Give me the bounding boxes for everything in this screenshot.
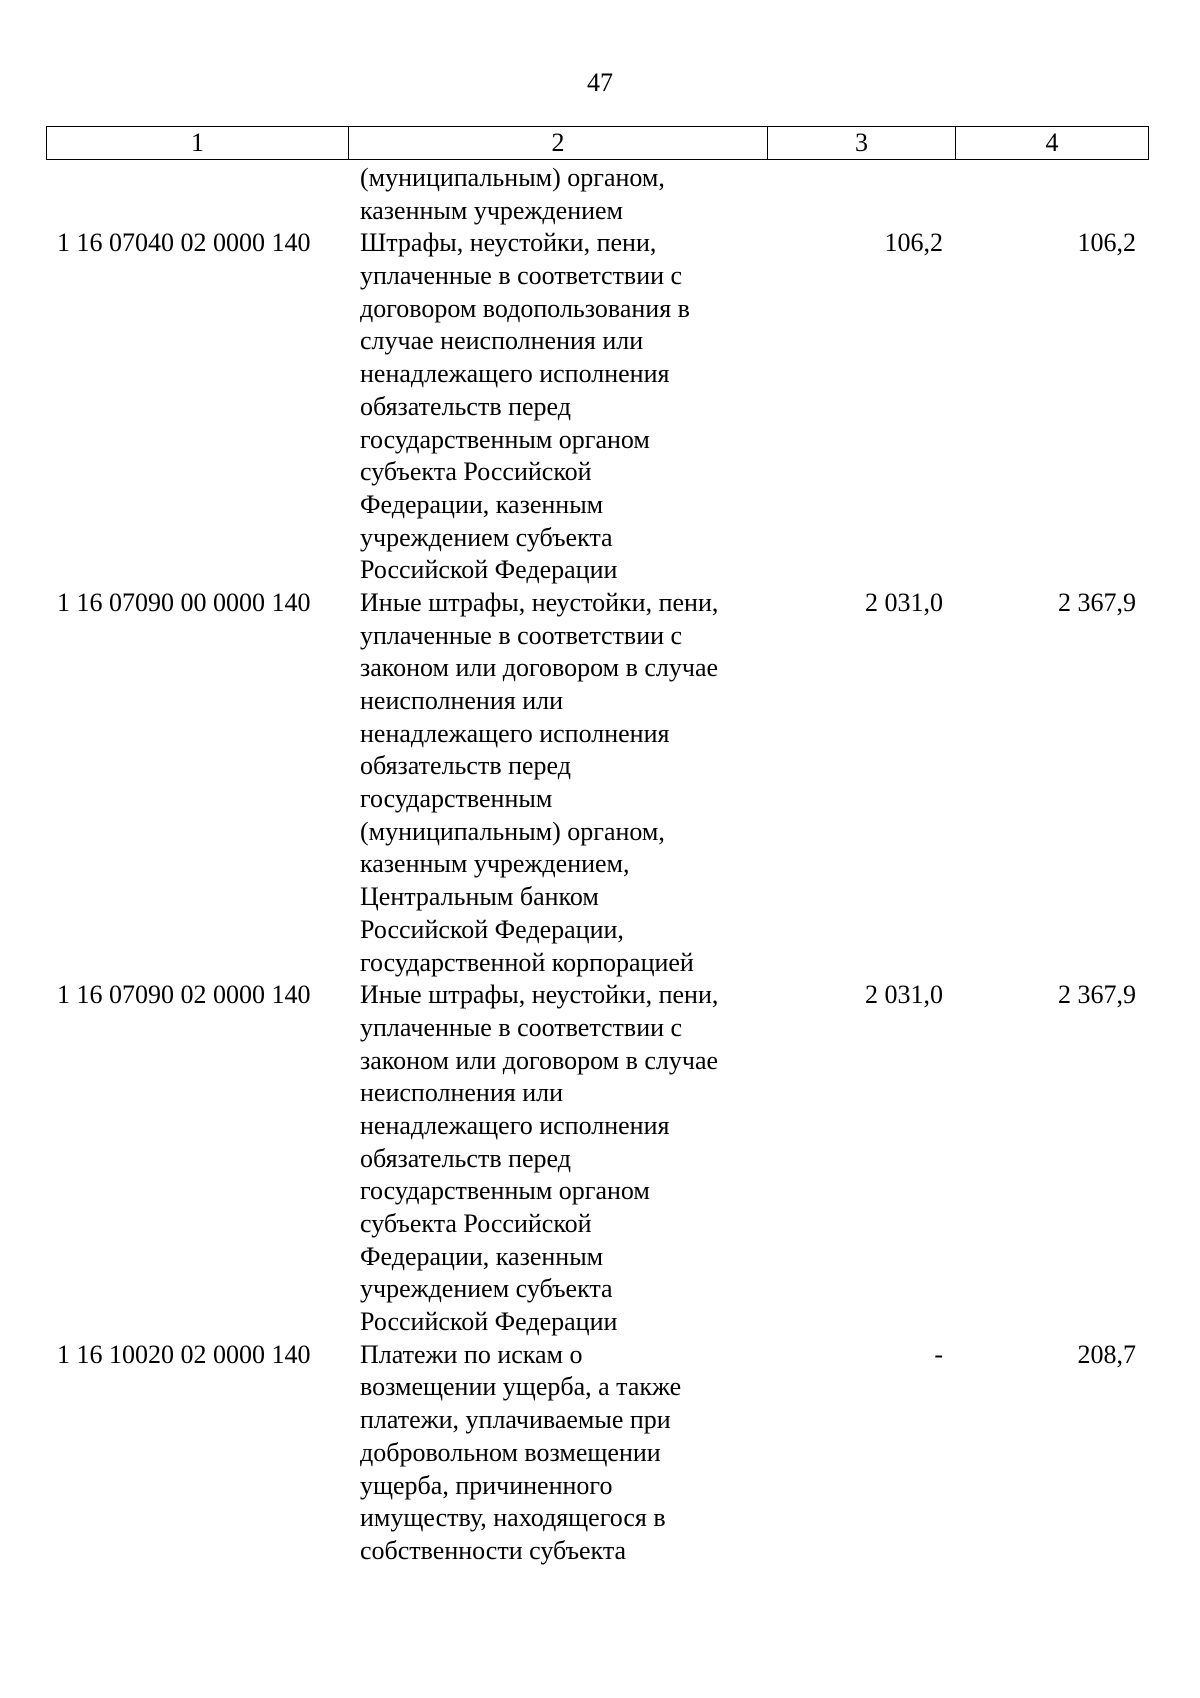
- description-text: Российской Федерации: [360, 555, 618, 585]
- description-text: субъекта Российской: [360, 1209, 592, 1238]
- description-text: платежи, уплачиваемые при: [360, 1405, 671, 1435]
- description-text: (муниципальным) органом,: [360, 163, 665, 192]
- budget-code: 1 16 07040 02 0000 140: [57, 228, 311, 258]
- description-text: Федерации, казенным: [360, 1241, 604, 1271]
- description-text: государственной корпорацией: [360, 947, 694, 977]
- description-text: уплаченные в соответствии с: [360, 1012, 683, 1042]
- description-text: неисполнения или: [360, 686, 563, 715]
- description-text: ненадлежащего исполнения: [360, 359, 670, 389]
- description-text: уплаченные в соответствии с: [360, 261, 683, 291]
- description-line: [0, 1175, 1200, 1208]
- description-text: государственным органом: [360, 1176, 650, 1206]
- description-line: [0, 1110, 1200, 1143]
- description-line: [0, 750, 1200, 783]
- description-text: имуществу, находящегося в: [360, 1503, 666, 1533]
- description-text: учреждением субъекта: [360, 1274, 613, 1304]
- description-text: казенным учреждением: [360, 195, 624, 225]
- description-text: Иные штрафы, неустойки, пени,: [360, 587, 719, 617]
- description-text: учреждением субъекта: [360, 522, 613, 552]
- description-line: [0, 1437, 1200, 1470]
- description-text: ущерба, причиненного: [360, 1470, 613, 1500]
- description-line: [0, 1012, 1200, 1045]
- description-text: возмещении ущерба, а также: [360, 1372, 682, 1402]
- description-text: Федерации, казенным: [360, 489, 604, 519]
- description-line: [0, 848, 1200, 881]
- description-text: государственным: [360, 784, 553, 814]
- description-line: [0, 391, 1200, 424]
- budget-code: 1 16 07090 00 0000 140: [57, 587, 311, 617]
- description-line: [0, 1404, 1200, 1437]
- table-header: [46, 126, 1149, 160]
- description-text: уплаченные в соответствии с: [360, 620, 683, 650]
- value-col-4: 2 367,9: [1058, 980, 1136, 1010]
- description-line: [0, 1306, 1200, 1339]
- description-text: казенным учреждением,: [360, 849, 630, 879]
- description-line: [0, 1208, 1200, 1241]
- description-text: субъекта Российской: [360, 457, 592, 487]
- table-row: [0, 1339, 1200, 1372]
- description-line: [0, 783, 1200, 816]
- description-line: [0, 947, 1200, 980]
- description-text: государственным органом: [360, 424, 650, 454]
- description-text: законом или договором в случае: [360, 653, 719, 683]
- description-text: (муниципальным) органом,: [360, 816, 665, 846]
- description-text: Иные штрафы, неустойки, пени,: [360, 980, 719, 1010]
- description-text: случае неисполнения или: [360, 326, 644, 356]
- description-line: [0, 1241, 1200, 1274]
- continuation-line: [0, 162, 1200, 195]
- description-line: [0, 1502, 1200, 1535]
- description-line: [0, 718, 1200, 751]
- description-line: [0, 1143, 1200, 1176]
- description-line: [0, 1371, 1200, 1404]
- header-col-1: 1: [47, 127, 349, 160]
- continuation-line: [0, 195, 1200, 228]
- description-text: обязательств перед: [360, 1143, 571, 1173]
- description-line: [0, 914, 1200, 947]
- description-line: [0, 456, 1200, 489]
- description-text: законом или договором в случае: [360, 1045, 719, 1075]
- description-line: [0, 489, 1200, 522]
- description-text: добровольном возмещении: [360, 1437, 661, 1467]
- table-body: [0, 162, 1200, 1568]
- description-text: ненадлежащего исполнения: [360, 718, 670, 748]
- description-line: [0, 1535, 1200, 1568]
- description-line: [0, 620, 1200, 653]
- table-row: [0, 587, 1200, 620]
- description-line: [0, 554, 1200, 587]
- description-text: Российской Федерации: [360, 1307, 618, 1337]
- value-col-4: 2 367,9: [1058, 587, 1136, 617]
- description-text: ненадлежащего исполнения: [360, 1110, 670, 1140]
- description-line: [0, 652, 1200, 685]
- table-row: [0, 227, 1200, 260]
- description-text: Центральным банком: [360, 882, 599, 912]
- description-text: Штрафы, неустойки, пени,: [360, 228, 657, 258]
- description-line: [0, 424, 1200, 457]
- page-number: 47: [587, 68, 613, 97]
- table-row: [0, 979, 1200, 1012]
- value-col-3: -: [934, 1339, 943, 1369]
- description-line: [0, 1045, 1200, 1078]
- description-text: собственности субъекта: [360, 1535, 627, 1565]
- description-line: [0, 1273, 1200, 1306]
- header-col-2: 2: [349, 127, 768, 160]
- value-col-3: 106,2: [884, 228, 943, 258]
- description-line: [0, 325, 1200, 358]
- header-col-3: 3: [768, 127, 956, 160]
- description-line: [0, 685, 1200, 718]
- budget-code: 1 16 07090 02 0000 140: [57, 980, 311, 1010]
- header-col-4: 4: [956, 127, 1149, 160]
- description-line: [0, 293, 1200, 326]
- description-text: обязательств перед: [360, 391, 571, 421]
- description-line: [0, 816, 1200, 849]
- value-col-4: 106,2: [1077, 228, 1136, 258]
- description-line: [0, 358, 1200, 391]
- description-line: [0, 522, 1200, 555]
- description-text: Платежи по искам о: [360, 1339, 583, 1369]
- description-text: неисполнения или: [360, 1078, 563, 1108]
- description-line: [0, 260, 1200, 293]
- value-col-4: 208,7: [1077, 1339, 1136, 1369]
- description-line: [0, 1470, 1200, 1503]
- description-text: обязательств перед: [360, 751, 571, 781]
- description-line: [0, 881, 1200, 914]
- value-col-3: 2 031,0: [865, 587, 943, 617]
- description-text: Российской Федерации,: [360, 914, 624, 944]
- description-line: [0, 1077, 1200, 1110]
- value-col-3: 2 031,0: [865, 980, 943, 1010]
- description-text: договором водопользования в: [360, 293, 690, 323]
- budget-code: 1 16 10020 02 0000 140: [57, 1339, 311, 1369]
- header-row: [47, 127, 1149, 160]
